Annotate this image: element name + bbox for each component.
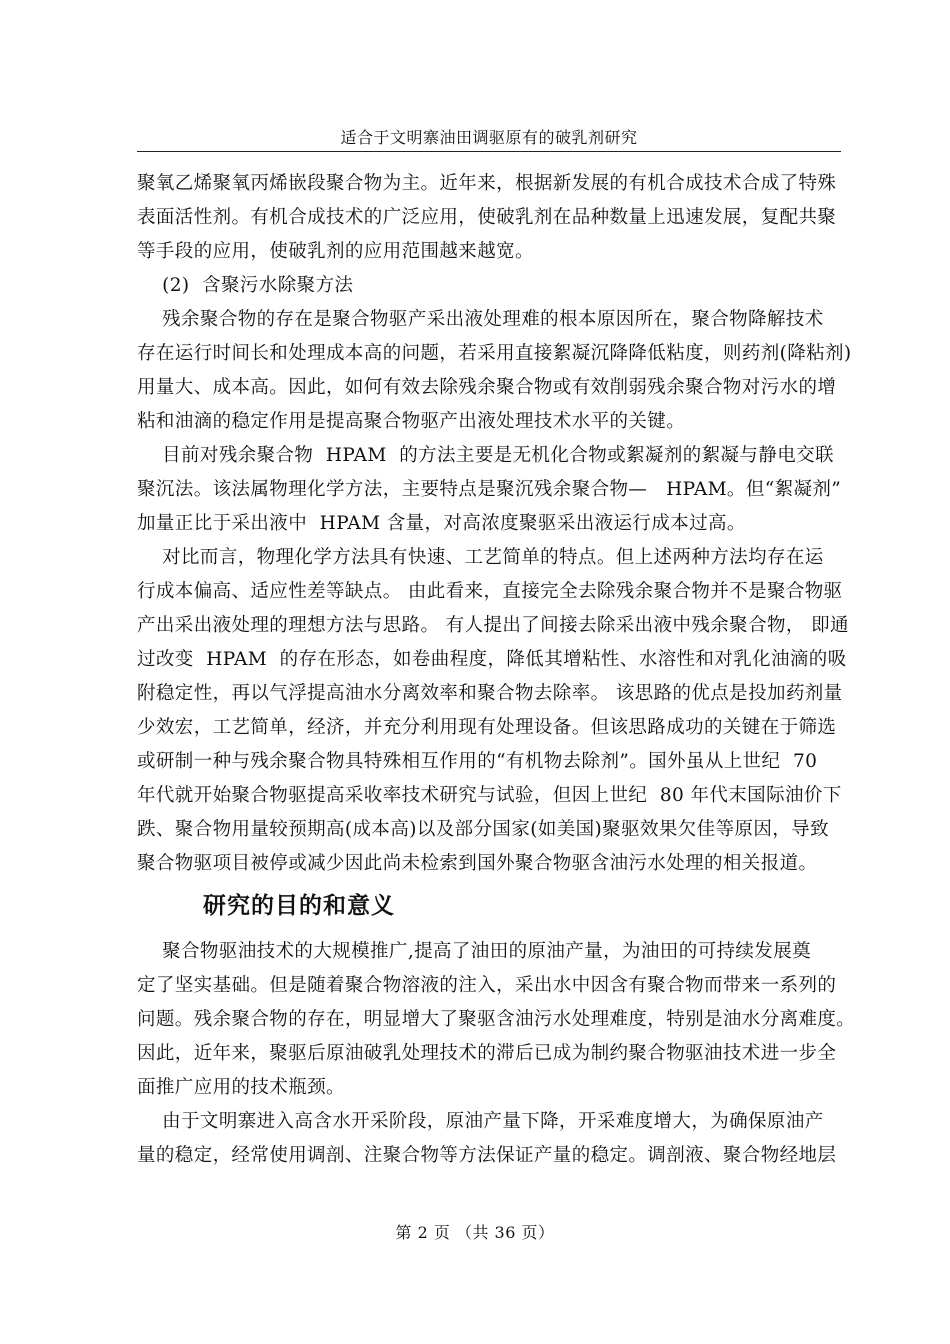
document-body (137, 167, 856, 1173)
text-line: 行成本偏高、适应性差等缺点。 由此看来，直接完全去除残余聚合物并不是聚合物驱 (137, 581, 843, 602)
text-line: 粘和油滴的稳定作用是提高聚合物驱产出液处理技术水平的关键。 (137, 411, 686, 432)
text-line: 目前对残余聚合物 HPAM 的方法主要是无机化合物或絮凝剂的絮凝与静电交联 (137, 445, 834, 466)
header-rule (137, 151, 841, 152)
text-line: 等手段的应用，使破乳剂的应用范围越来越宽。 (137, 241, 534, 262)
text-line: 由于文明寨进入高含水开采阶段，原油产量下降，开采难度增大，为确保原油产 (137, 1111, 824, 1132)
section-heading: 研究的目的和意义 (203, 893, 395, 919)
text-line: 面推广应用的技术瓶颈。 (137, 1077, 345, 1098)
page-number-footer: 第 2 页 （共 36 页） (395, 1223, 555, 1242)
text-line: 跌、聚合物用量较预期高(成本高)以及部分国家(如美国)聚驱效果欠佳等原因，导致 (137, 819, 829, 840)
text-line: 聚合物驱项目被停或减少因此尚未检索到国外聚合物驱含油污水处理的相关报道。 (137, 853, 818, 874)
text-line: 聚氧乙烯聚氧丙烯嵌段聚合物为主。近年来，根据新发展的有机合成技术合成了特殊 (137, 173, 837, 194)
text-line: 残余聚合物的存在是聚合物驱产采出液处理难的根本原因所在，聚合物降解技术 (137, 309, 824, 330)
text-line: 少效宏，工艺简单，经济，并充分利用现有处理设备。但该思路成功的关键在于筛选 (137, 717, 837, 738)
text-line: 量的稳定，经常使用调剖、注聚合物等方法保证产量的稳定。调剖液、聚合物经地层 (137, 1145, 837, 1166)
text-line: 存在运行时间长和处理成本高的问题，若采用直接絮凝沉降降低粘度，则药剂(降粘剂) (137, 343, 852, 364)
text-line: 过改变 HPAM 的存在形态，如卷曲程度，降低其增粘性、水溶性和对乳化油滴的吸 (137, 649, 847, 670)
text-line: 或研制一种与残余聚合物具特殊相互作用的“有机物去除剂”。国外虽从上世纪 70 (137, 751, 818, 772)
running-header: 适合于文明寨油田调驱原有的破乳剂研究 (340, 128, 638, 147)
text-line: 加量正比于采出液中 HPAM 含量，对高浓度聚驱采出液运行成本过高。 (137, 513, 746, 534)
text-line: 因此，近年来，聚驱后原油破乳处理技术的滞后已成为制约聚合物驱油技术进一步全 (137, 1043, 837, 1064)
text-line: 年代就开始聚合物驱提高采收率技术研究与试验，但因上世纪 80 年代末国际油价下 (137, 785, 842, 806)
text-line: 附稳定性，再以气浮提高油水分离效率和聚合物去除率。 该思路的优点是投加药剂量 (137, 683, 843, 704)
text-line: 产出采出液处理的理想方法与思路。 有人提出了间接去除采出液中残余聚合物， 即通 (137, 615, 849, 636)
subheading: (2) 含聚污水除聚方法 (137, 275, 354, 296)
text-line: 聚沉法。该法属物理化学方法，主要特点是聚沉残余聚合物— HPAM。但“絮凝剂” (137, 479, 842, 500)
text-line: 定了坚实基础。但是随着聚合物溶液的注入，采出水中因含有聚合物而带来一系列的 (137, 975, 837, 996)
text-block-2 (137, 935, 856, 1173)
text-block-1 (137, 167, 851, 881)
text-line: 表面活性剂。有机合成技术的广泛应用，使破乳剂在品种数量上迅速发展，复配共聚 (137, 207, 837, 228)
text-line: 用量大、成本高。因此，如何有效去除残余聚合物或有效削弱残余聚合物对污水的增 (137, 377, 837, 398)
text-line: 聚合物驱油技术的大规模推广,提高了油田的原油产量，为油田的可持续发展奠 (137, 941, 812, 962)
text-line: 问题。残余聚合物的存在，明显增大了聚驱含油污水处理难度，特别是油水分离难度。 (137, 1009, 856, 1030)
text-line: 对比而言，物理化学方法具有快速、工艺简单的特点。但上述两种方法均存在运 (137, 547, 824, 568)
